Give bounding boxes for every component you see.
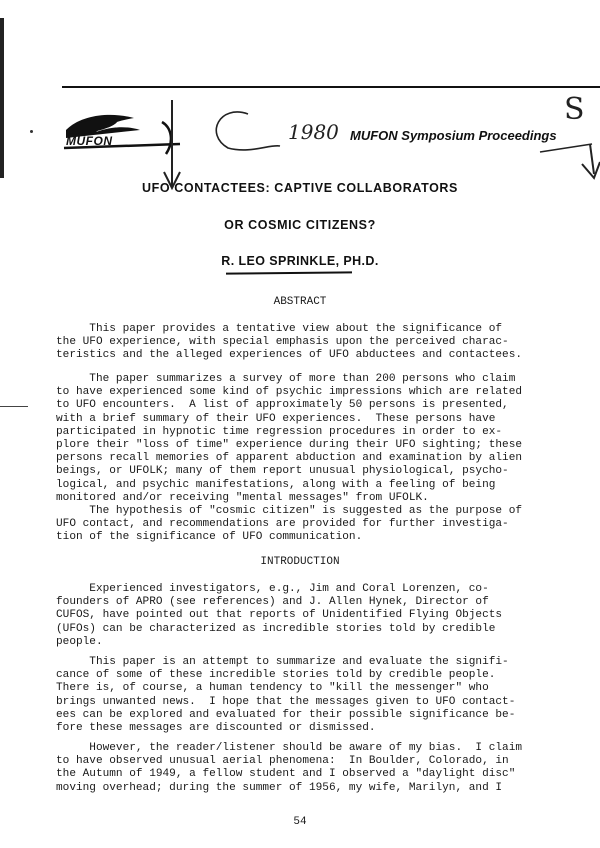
abstract-paragraph: The hypothesis of "cosmic citizen" is suggested as the purpose of UFO contact, and recommendations are provided for further investiga- tion of the significance of UFO communication. <box>56 505 523 544</box>
logo-text: MUFON <box>66 134 113 148</box>
introduction-paragraph: However, the reader/listener should be aware of my bias. I claim to have observed unusual aerial phenomena: In Boulder, Colorado, in the Autumn of 1949, a fellow student and I observed a "daylight disc" moving overhead; during the summer of 1956, my wife, Marilyn, and I <box>56 742 523 794</box>
abstract-heading: ABSTRACT <box>273 296 327 308</box>
author-name: R. LEO SPRINKLE, PH.D. <box>221 254 379 268</box>
introduction-heading: INTRODUCTION <box>260 556 340 568</box>
paper-title-line-2: OR COSMIC CITIZENS? <box>224 218 376 232</box>
handwritten-letter: S <box>564 92 585 127</box>
handwritten-annotations <box>120 94 600 194</box>
proceedings-title: MUFON Symposium Proceedings <box>350 128 557 143</box>
scan-edge-mark <box>0 18 4 178</box>
margin-tick <box>0 406 28 407</box>
paper-title-line-1: UFO CONTACTEES: CAPTIVE COLLABORATORS <box>142 181 458 195</box>
abstract-paragraph: This paper provides a tentative view about the significance of the UFO experience, with special emphasis upon the perceived charac- teristics and the alleged experiences of UFO abductees and contactees. <box>56 323 523 362</box>
page-number: 54 <box>293 816 307 828</box>
introduction-paragraph: This paper is an attempt to summarize and evaluate the signifi- cance of some of these incredible stories told by credible people. There is, of course, a human tendency to "kill the messenger" who brings unwanted news. I hope that the messages given to UFO contact- ees can be explored and evaluated for their possible significance be- fore these messages are discounted or dismissed. <box>56 656 516 735</box>
author-underline <box>226 271 352 274</box>
introduction-paragraph: Experienced investigators, e.g., Jim and Coral Lorenzen, co- founders of APRO (see references) and J. Allen Hynek, Director of CUFOS, have pointed out that reports of Unidentified Flying Objects (UFOs) can be characterized as incredible stories told by credible people. <box>56 583 503 648</box>
abstract-paragraph: The paper summarizes a survey of more than 200 persons who claim to have experienced some kind of psychic impressions which are related to UFO encounters. A list of approximately 50 persons is presented, with a brief summary of their UFO experiences. These persons have participated in hypnotic time regression procedures in order to ex- plore their "loss of time" experience during their UFO sighting; these persons recall memories of apparent abduction and examination by alien beings, or UFOLK; many of them report unusual physiological, psycho- logical, and psychic manifestations, along with a feeling of being monitored and/or receiving "mental messages" from UFOLK. <box>56 373 523 504</box>
handwritten-year: 1980 <box>288 120 339 144</box>
header-rule <box>62 86 600 88</box>
stray-dot <box>30 130 33 133</box>
